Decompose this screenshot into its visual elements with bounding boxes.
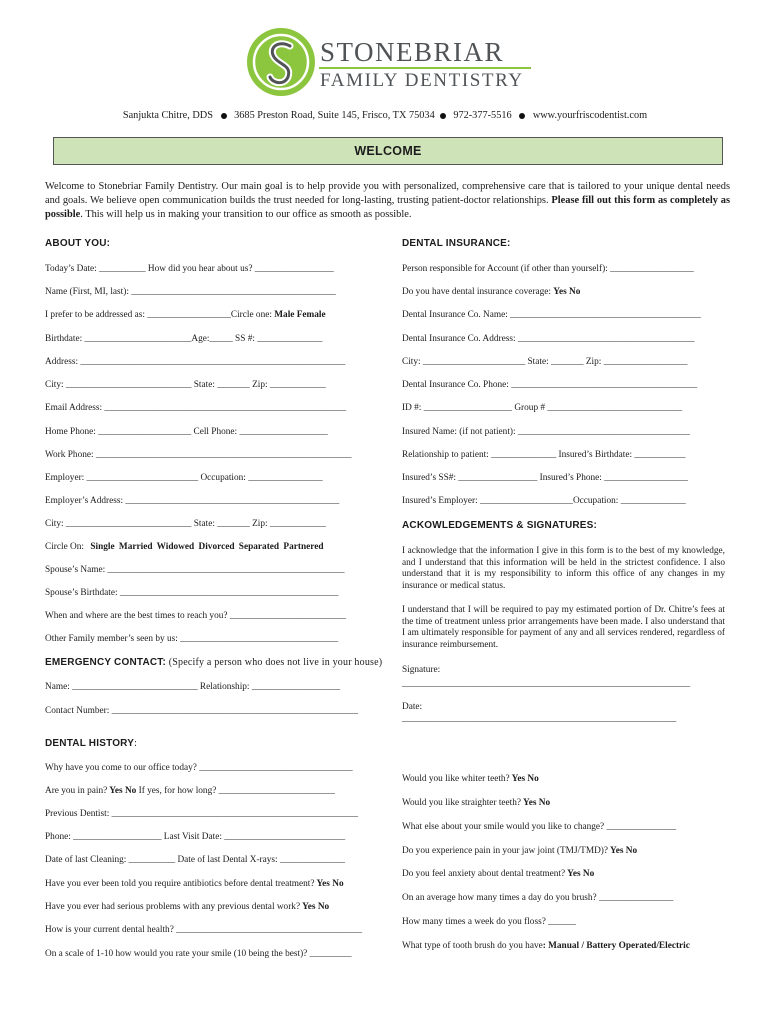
about-field-name[interactable]: Name (First, MI, last): ____________________________________________ — [45, 287, 336, 297]
gender-options[interactable]: Male Female — [274, 310, 326, 320]
smile-change-text: What else about your smile would you like to change? _______________ — [402, 822, 677, 832]
practice-phone: 972-377-5516 — [453, 110, 512, 121]
about-field-city[interactable]: City: ___________________________ State: _______ Zip: ____________ — [45, 380, 326, 390]
history-previous-dentist-field[interactable] — [45, 808, 358, 820]
insurance-address-field[interactable]: Dental Insurance Co. Address: ______________________________________ — [402, 334, 695, 344]
history-cleaning-field[interactable] — [45, 854, 345, 866]
bullet-icon — [519, 113, 525, 119]
smile-change-field[interactable] — [402, 821, 676, 833]
practice-website[interactable]: www.yourfriscodentist.com — [532, 110, 648, 121]
history-antibiotics-field[interactable] — [45, 878, 344, 890]
about-field-employer-city[interactable]: City: ___________________________ State: _______ Zip: ____________ — [45, 519, 326, 529]
about-field-date-referral[interactable]: Today’s Date: __________ How did you hear about us? _________________ — [45, 264, 334, 274]
marital-status-field[interactable] — [45, 541, 324, 553]
marital-status-options[interactable]: Single Married Widowed Divorced Separated Partnered — [90, 542, 324, 552]
anxiety-question: Do you feel anxiety about dental treatment? — [402, 869, 566, 879]
history-title-colon: : — [134, 738, 138, 749]
about-field-preferred-name[interactable] — [45, 309, 326, 321]
antibiotics-options[interactable]: Yes No — [314, 879, 344, 889]
contact-line — [0, 110, 770, 121]
bullet-icon — [440, 113, 446, 119]
insurance-id-field[interactable]: ID #: ___________________ Group # _____________________________ — [402, 403, 683, 413]
family-seen-field[interactable]: Other Family member’s seen by us: __________________________________ — [45, 634, 339, 644]
toothbrush-options[interactable]: : Manual / Battery Operated/Electric — [542, 941, 690, 951]
history-smile-rating-field[interactable] — [45, 948, 351, 960]
jaw-pain-question: Do you experience pain in your jaw joint (TMJ/TMD)? — [402, 846, 609, 856]
jaw-pain-options[interactable]: Yes No — [608, 846, 638, 856]
history-reason-text: Why have you come to our office today? _________________________________ — [45, 763, 353, 773]
emergency-note: (Specify a person who does not live in your house) — [166, 657, 383, 668]
intro-text: Welcome to Stonebriar Family Dentistry. Our main goal is to help provide you with personalized, comprehensive care that is tailored to your unique dental needs and goals. We believe open communication builds the trust needed for long-lasting, trusting patient-doctor relationships. — [45, 181, 730, 206]
about-field-email[interactable]: Email Address: ____________________________________________________ — [45, 403, 347, 413]
about-field-phones[interactable]: Home Phone: ____________________ Cell Phone: ___________________ — [45, 427, 328, 437]
insurance-name-field[interactable]: Dental Insurance Co. Name: _________________________________________ — [402, 310, 701, 320]
brush-frequency-field[interactable] — [402, 892, 673, 904]
about-you-heading: ABOUT YOU: — [45, 238, 111, 249]
insurance-responsible-field[interactable]: Person responsible for Account (if other than yourself): __________________ — [402, 264, 694, 274]
antibiotics-question: Have you ever been told you require antibiotics before dental treatment? — [45, 879, 315, 889]
signature-label: Signature: — [402, 665, 441, 675]
whiter-teeth-question: Would you like whiter teeth? — [402, 774, 510, 784]
insured-employer-field[interactable]: Insured’s Employer: ____________________Occupation: ______________ — [402, 496, 686, 506]
about-field-employer-address[interactable]: Employer’s Address: ______________________________________________ — [45, 496, 340, 506]
bullet-icon — [221, 113, 227, 119]
history-pain-field[interactable] — [45, 785, 335, 797]
brand-subtitle: FAMILY DENTISTRY — [320, 70, 524, 91]
spouse-name-field[interactable]: Spouse’s Name: ___________________________________________________ — [45, 565, 345, 575]
pain-duration: If yes, for how long? _________________________ — [136, 786, 335, 796]
circle-on-label: Circle On: — [45, 542, 84, 552]
history-health-field[interactable] — [45, 924, 362, 936]
straighter-teeth-options[interactable]: Yes No — [521, 798, 551, 808]
signature-line[interactable]: ______________________________________________________________ — [402, 679, 691, 689]
insured-ss-field[interactable]: Insured’s SS#: _________________ Insured’s Phone: __________________ — [402, 473, 688, 483]
intro-text-end: . This will help us in making your transition to our office as smooth as possible. — [80, 209, 412, 220]
phone-visit-text: Phone: ___________________ Last Visit Date: __________________________ — [45, 832, 346, 842]
brush-frequency-text: On an average how many times a day do you brush? ________________ — [402, 893, 674, 903]
about-field-birthdate[interactable]: Birthdate: _______________________Age:_____ SS #: ______________ — [45, 334, 323, 344]
health-text: How is your current dental health? ________________________________________ — [45, 925, 363, 935]
about-field-address[interactable]: Address: _________________________________________________________ — [45, 357, 346, 367]
toothbrush-type-field[interactable] — [402, 940, 690, 952]
history-phone-visit-field[interactable] — [45, 831, 345, 843]
best-times-field[interactable]: When and where are the best times to reach you? _________________________ — [45, 611, 347, 621]
about-field-work-phone[interactable]: Work Phone: _______________________________________________________ — [45, 450, 352, 460]
insured-name-field[interactable]: Insured Name: (if not patient): _____________________________________ — [402, 427, 690, 437]
insurance-phone-field[interactable]: Dental Insurance Co. Phone: ________________________________________ — [402, 380, 698, 390]
cleaning-text: Date of last Cleaning: __________ Date of last Dental X-rays: ______________ — [45, 855, 346, 865]
dental-history-heading — [45, 738, 137, 749]
anxiety-options[interactable]: Yes No — [565, 869, 595, 879]
problems-question: Have you ever had serious problems with any previous dental work? — [45, 902, 301, 912]
date-label: Date: — [402, 702, 423, 712]
insurance-city-field[interactable]: City: ______________________ State: _______ Zip: __________________ — [402, 357, 688, 367]
smile-rating-text: On a scale of 1-10 how would you rate your smile (10 being the best)? _________ — [45, 949, 352, 959]
coverage-options[interactable]: Yes No — [553, 287, 581, 297]
emergency-number-field[interactable]: Contact Number: _____________________________________________________ — [45, 706, 358, 716]
date-line[interactable]: ___________________________________________________________ — [402, 714, 677, 724]
emergency-title: EMERGENCY CONTACT: — [45, 657, 167, 668]
straighter-teeth-question: Would you like straighter teeth? — [402, 798, 522, 808]
brand-rule — [319, 67, 531, 69]
welcome-banner: WELCOME — [53, 137, 723, 165]
history-reason-field[interactable] — [45, 762, 353, 774]
intro-bold: Please fill out this form as completely as possible — [45, 195, 730, 220]
practice-logo — [246, 27, 536, 99]
insurance-coverage-field[interactable] — [402, 286, 580, 298]
emergency-name-field[interactable]: Name: ___________________________ Relationship: ___________________ — [45, 682, 341, 692]
straighter-teeth-field[interactable] — [402, 797, 550, 809]
about-field-employer[interactable]: Employer: ________________________ Occupation: ________________ — [45, 473, 323, 483]
coverage-label: Do you have dental insurance coverage: — [402, 287, 551, 297]
problems-options[interactable]: Yes No — [300, 902, 330, 912]
preferred-name-label: I prefer to be addressed as: __________________Circle one: — [45, 310, 272, 320]
acknowledgement-paragraph-1: I acknowledge that the information I give in this form is to the best of my knowledge, and I understand that this information will be held in the strictest confidence. I also understand that it is my responsibility to inform this office of any changes in my insurance or medical status. — [402, 546, 725, 591]
history-title: DENTAL HISTORY — [45, 738, 135, 749]
anxiety-field[interactable] — [402, 868, 594, 880]
whiter-teeth-options[interactable]: Yes No — [509, 774, 539, 784]
pain-options[interactable]: Yes No — [107, 786, 137, 796]
toothbrush-question: What type of tooth brush do you have — [402, 941, 543, 951]
emergency-contact-heading — [45, 657, 382, 668]
floss-frequency-text: How many times a week do you floss? ______ — [402, 917, 577, 927]
previous-dentist-text: Previous Dentist: _____________________________________________________ — [45, 809, 358, 819]
intro-paragraph — [45, 180, 730, 222]
floss-frequency-field[interactable] — [402, 916, 576, 928]
whiter-teeth-field[interactable] — [402, 773, 539, 785]
dental-insurance-heading: DENTAL INSURANCE: — [402, 238, 511, 249]
acknowledgements-heading: ACKOWLEDGEMENTS & SIGNATURES: — [402, 520, 598, 531]
brand-name: STONEBRIAR — [320, 37, 505, 67]
insured-relationship-field[interactable]: Relationship to patient: ______________ Insured’s Birthdate: ___________ — [402, 450, 686, 460]
doctor-name: Sanjukta Chitre, DDS — [122, 110, 213, 121]
acknowledgement-paragraph-2: I understand that I will be required to pay my estimated portion of Dr. Chitre’s fees at the time of treatment unless prior arrangements have been made. I also understand that I am ultimately responsible for payment of any and all services rendered, regardless of insurance reimbursement. — [402, 605, 725, 650]
spouse-birthdate-field[interactable]: Spouse’s Birthdate: _______________________________________________ — [45, 588, 339, 598]
stonebriar-s-logo-icon — [246, 27, 316, 97]
history-problems-field[interactable] — [45, 901, 329, 913]
jaw-pain-field[interactable] — [402, 845, 637, 857]
pain-question: Are you in pain? — [45, 786, 108, 796]
practice-address: 3685 Preston Road, Suite 145, Frisco, TX 75034 — [234, 110, 435, 121]
